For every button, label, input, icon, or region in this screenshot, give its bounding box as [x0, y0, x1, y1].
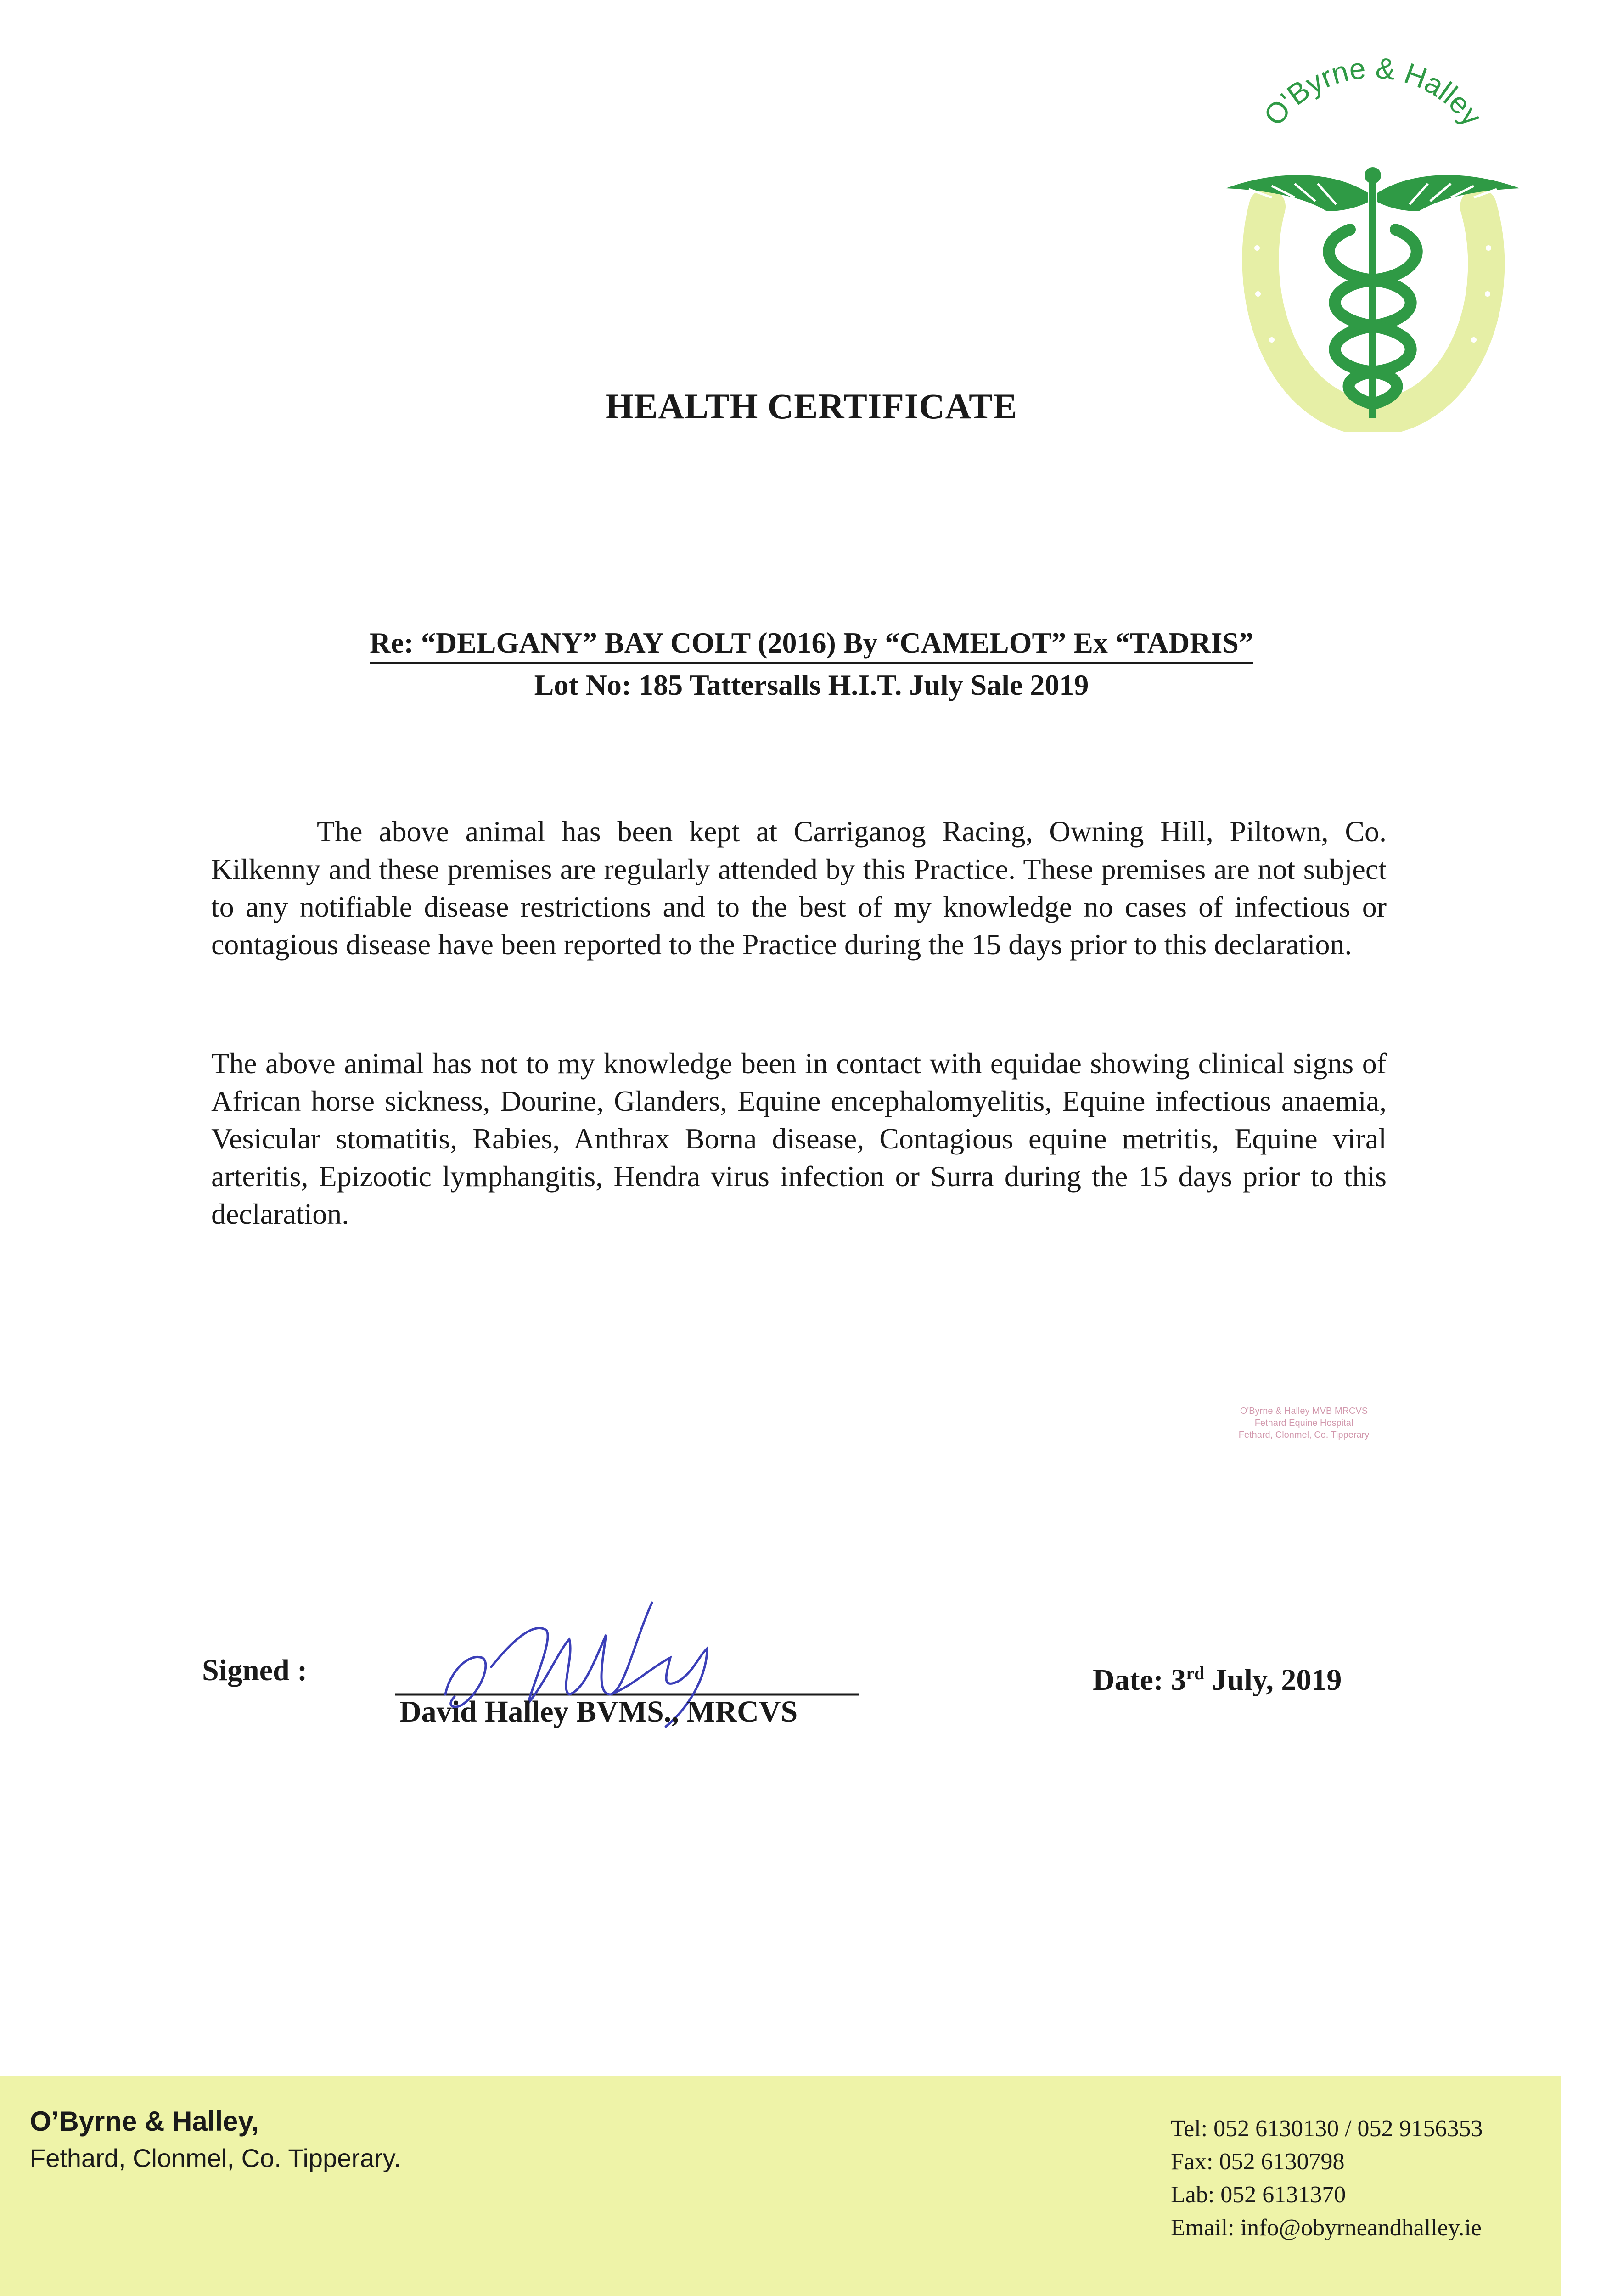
footer-contact	[1171, 2112, 1483, 2245]
stamp-line: Fethard, Clonmel, Co. Tipperary	[1238, 1430, 1370, 1440]
certificate-date	[1093, 1662, 1342, 1698]
date-prefix: Date: 3	[1093, 1663, 1186, 1697]
stamp-line: O'Byrne & Halley MVB MRCVS	[1240, 1406, 1368, 1416]
date-rest: July, 2019	[1204, 1663, 1342, 1697]
lot-line: Lot No: 185 Tattersalls H.I.T. July Sale 2019	[534, 669, 1089, 701]
signatory-name: David Halley BVMS., MRCVS	[399, 1695, 798, 1728]
document-title: HEALTH CERTIFICATE	[605, 386, 1018, 426]
letterhead-footer	[0, 2076, 1561, 2296]
contact-paragraph: The above animal has not to my knowledge been in contact with equidae showing clinical signs of African horse sickness, Dourine, Glanders, Equine encephalomyelitis, Equine infectious anaemia, Vesicular stomatitis, Rabies, Anthrax Borna disease, Contagious equine metritis, Equine viral arteritis, Epizootic lymphangitis, Hendra virus infection or Surra during the 15 days prior to this declaration.	[211, 1047, 1387, 1230]
footer-lab: Lab: 052 6131370	[1171, 2182, 1346, 2208]
footer-email[interactable]: Email: info@obyrneandhalley.ie	[1171, 2215, 1482, 2241]
footer-fax: Fax: 052 6130798	[1171, 2149, 1345, 2175]
caduceus-horseshoe-icon	[1212, 55, 1533, 432]
subject-block	[0, 625, 1623, 706]
footer-address: Fethard, Clonmel, Co. Tipperary.	[30, 2144, 401, 2172]
premises-paragraph: The above animal has been kept at Carriganog Racing, Owning Hill, Piltown, Co. Kilkenny and these premises are regularly attended by this Practice. These premises are not subject to any notifiable disease restrictions and to the best of my knowledge no cases of infectious or contagious disease have been reported to the Practice during the 15 days prior to this declaration.	[211, 815, 1387, 961]
svg-text:O'Byrne & Halley	[1257, 55, 1488, 132]
practice-logo	[1212, 55, 1533, 432]
practice-stamp	[1185, 1405, 1423, 1441]
footer-tel: Tel: 052 6130130 / 052 9156353	[1171, 2116, 1483, 2142]
signed-label: Signed :	[202, 1654, 308, 1687]
footer-practice	[30, 2103, 401, 2177]
date-ordinal: rd	[1186, 1663, 1205, 1683]
footer-practice-name: O’Byrne & Halley,	[30, 2106, 259, 2137]
subject-line: Re: “DELGANY” BAY COLT (2016) By “CAMELOT” Ex “TADRIS”	[370, 625, 1253, 664]
logo-text: O'Byrne & Halley	[1257, 55, 1489, 132]
stamp-line: Fethard Equine Hospital	[1254, 1418, 1353, 1428]
staff-rod	[1369, 179, 1376, 418]
